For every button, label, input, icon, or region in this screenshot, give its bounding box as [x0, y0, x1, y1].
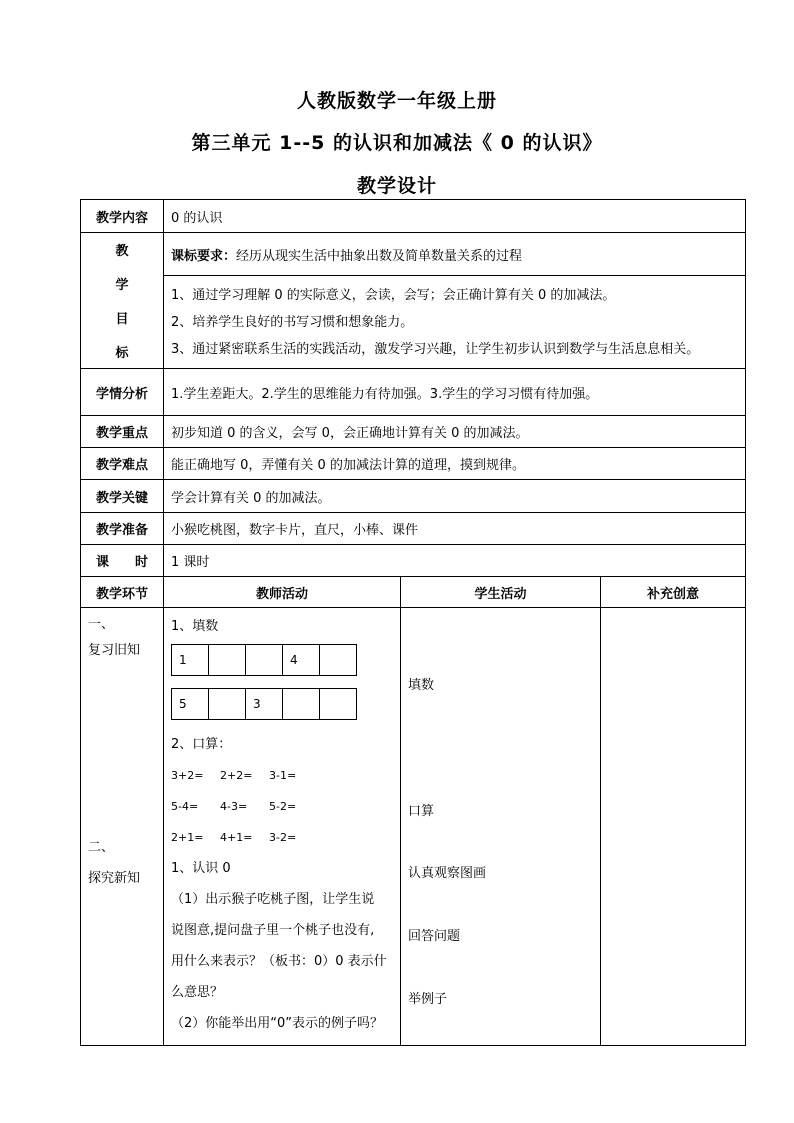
goal-label-char: 教	[115, 243, 129, 259]
calc-item: 3-2=	[269, 831, 297, 844]
process-row	[81, 608, 746, 1046]
label-prep: 教学准备	[81, 513, 164, 545]
calc-item: 3+2=	[171, 769, 204, 782]
value-content: 0 的认识	[164, 200, 746, 233]
number-box	[320, 689, 357, 720]
student-activity: 举例子	[408, 991, 448, 1007]
row-content	[81, 200, 746, 233]
goal-item: 1、通过学习理解 0 的实际意义，会读，会写；会正确计算有关 0 的加减法。	[171, 287, 616, 303]
calc-item: 4+1=	[220, 831, 253, 844]
number-box: 1	[172, 645, 209, 676]
row-prep	[81, 513, 746, 545]
label-key: 教学重点	[81, 416, 164, 448]
number-box	[283, 689, 320, 720]
calc-item: 2+2=	[220, 769, 253, 782]
paragraph-line: 说图意,提问盘子里一个桃子也没有,	[171, 923, 375, 938]
oral-title: 2、口算：	[171, 737, 232, 752]
supplement-cell	[601, 608, 746, 1046]
number-box	[209, 645, 246, 676]
row-difficulty	[81, 448, 746, 480]
value-hours: 1 课时	[164, 545, 746, 577]
teacher-activity-cell	[164, 608, 401, 1046]
requirement-text: 经历从现实生活中抽象出数及简单数量关系的过程	[236, 248, 523, 264]
number-box: 5	[172, 689, 209, 720]
label-analysis: 学情分析	[81, 369, 164, 416]
label-content: 教学内容	[81, 200, 164, 233]
value-key: 初步知道 0 的含义，会写 0，会正确地计算有关 0 的加减法。	[164, 416, 746, 448]
goal-label-char: 标	[115, 346, 129, 362]
paragraph-line: （2）你能举出用“0”表示的例子吗？	[171, 1016, 384, 1031]
calc-row	[171, 791, 393, 822]
calc-item: 5-2=	[269, 800, 297, 813]
goals-items	[164, 276, 746, 369]
student-activity: 认真观察图画	[408, 865, 487, 881]
fill-number-row-2	[171, 688, 357, 720]
row-goals-items	[81, 276, 746, 369]
row-goals-requirement	[81, 233, 746, 276]
value-analysis: 1.学生差距大。2.学生的思维能力有待加强。3.学生的学习习惯有待加强。	[164, 369, 746, 416]
number-box	[320, 645, 357, 676]
row-analysis	[81, 369, 746, 416]
paragraph-line: （1）出示猴子吃桃子图，让学生说	[171, 892, 375, 907]
row-crux	[81, 480, 746, 513]
goal-item: 3、通过紧密联系生活的实践活动，激发学习兴趣，让学生初步认识到数学与生活息息相关。	[171, 341, 700, 357]
row-key	[81, 416, 746, 448]
student-activity-cell	[401, 608, 601, 1046]
header-supplement: 补充创意	[601, 577, 746, 608]
calc-item: 2+1=	[171, 831, 204, 844]
calc-row	[171, 822, 393, 853]
number-box	[246, 645, 283, 676]
number-box	[209, 689, 246, 720]
header-teacher: 教师活动	[164, 577, 401, 608]
student-activity: 口算	[408, 803, 435, 819]
number-box: 3	[246, 689, 283, 720]
goal-label-char: 学	[115, 277, 129, 293]
label-difficulty: 教学难点	[81, 448, 164, 480]
fill-number-row-1	[171, 644, 357, 676]
calc-row	[171, 760, 393, 791]
stage1-number: 一、	[88, 616, 115, 632]
goals-requirement	[164, 233, 746, 276]
value-prep: 小猴吃桃图，数字卡片，直尺，小棒、课件	[164, 513, 746, 545]
lesson-plan-table	[80, 199, 746, 1046]
document-heading: 教学设计	[356, 175, 437, 197]
stage2-number: 二、	[88, 839, 115, 855]
student-activity: 填数	[408, 677, 435, 693]
value-crux: 学会计算有关 0 的加减法。	[164, 480, 746, 513]
number-box: 4	[283, 645, 320, 676]
header-stage: 教学环节	[81, 577, 164, 608]
value-difficulty: 能正确地写 0，弄懂有关 0 的加减法计算的道理，摸到规律。	[164, 448, 746, 480]
paragraph-line: 用什么来表示？（板书：0）0 表示什	[171, 954, 387, 969]
document-subtitle: 第三单元 1--5 的认识和加减法《 0 的认识》	[191, 132, 603, 154]
fill-title: 1、填数	[171, 619, 219, 634]
stage2-name: 探究新知	[88, 870, 141, 886]
calc-item: 5-4=	[171, 800, 199, 813]
label-goals	[81, 233, 164, 369]
goal-label-char: 目	[115, 312, 129, 328]
recognize-title: 1、认识 0	[171, 861, 231, 876]
calc-item: 3-1=	[269, 769, 297, 782]
stage-cell	[81, 608, 164, 1046]
calc-item: 4-3=	[220, 800, 248, 813]
requirement-label: 课标要求：	[171, 248, 237, 264]
label-crux: 教学关键	[81, 480, 164, 513]
stage1-name: 复习旧知	[88, 642, 141, 658]
student-activity: 回答问题	[408, 928, 461, 944]
document-title: 人教版数学一年级上册	[296, 90, 497, 112]
label-hours: 课 时	[81, 545, 164, 577]
process-header-row	[81, 577, 746, 608]
goal-item: 2、培养学生良好的书写习惯和想象能力。	[171, 314, 414, 330]
paragraph-line: 么意思？	[171, 985, 224, 1000]
row-hours	[81, 545, 746, 577]
header-student: 学生活动	[401, 577, 601, 608]
